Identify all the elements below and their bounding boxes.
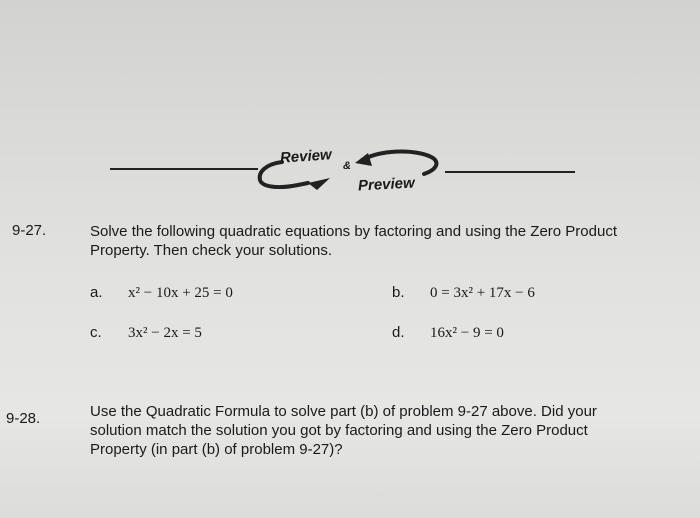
item-label: a. — [90, 284, 103, 301]
banner-review-word: Review — [279, 146, 333, 167]
equation: 0 = 3x² + 17x − 6 — [430, 285, 535, 301]
equation: 3x² − 2x = 5 — [128, 325, 202, 341]
instruction-line: Property (in part (b) of problem 9-27)? — [90, 441, 343, 458]
problem-number: 9-27. — [12, 222, 47, 239]
instruction-line: Use the Quadratic Formula to solve part (b) of problem 9-27 above. Did your — [90, 403, 597, 420]
equation-item-a — [90, 284, 233, 302]
item-label: c. — [90, 324, 102, 341]
banner-ampersand: & — [343, 160, 351, 172]
equation: x² − 10x + 25 = 0 — [128, 285, 233, 301]
equation: 16x² − 9 = 0 — [430, 325, 504, 341]
problem-number: 9-28. — [6, 410, 41, 427]
instruction-line: Solve the following quadratic equations by factoring and using the Zero Product — [90, 223, 617, 240]
equation-item-b — [392, 284, 535, 302]
item-label: b. — [392, 284, 405, 301]
review-preview-arrows-icon — [100, 138, 600, 208]
equation-item-d — [392, 324, 504, 342]
instruction-line: solution match the solution you got by factoring and using the Zero Product — [90, 422, 588, 439]
problem-instructions — [90, 222, 680, 260]
problem-instructions — [90, 402, 680, 459]
equation-item-c — [90, 324, 202, 342]
banner-preview-word: Preview — [357, 174, 416, 195]
item-label: d. — [392, 324, 405, 341]
instruction-line: Property. Then check your solutions. — [90, 242, 333, 259]
